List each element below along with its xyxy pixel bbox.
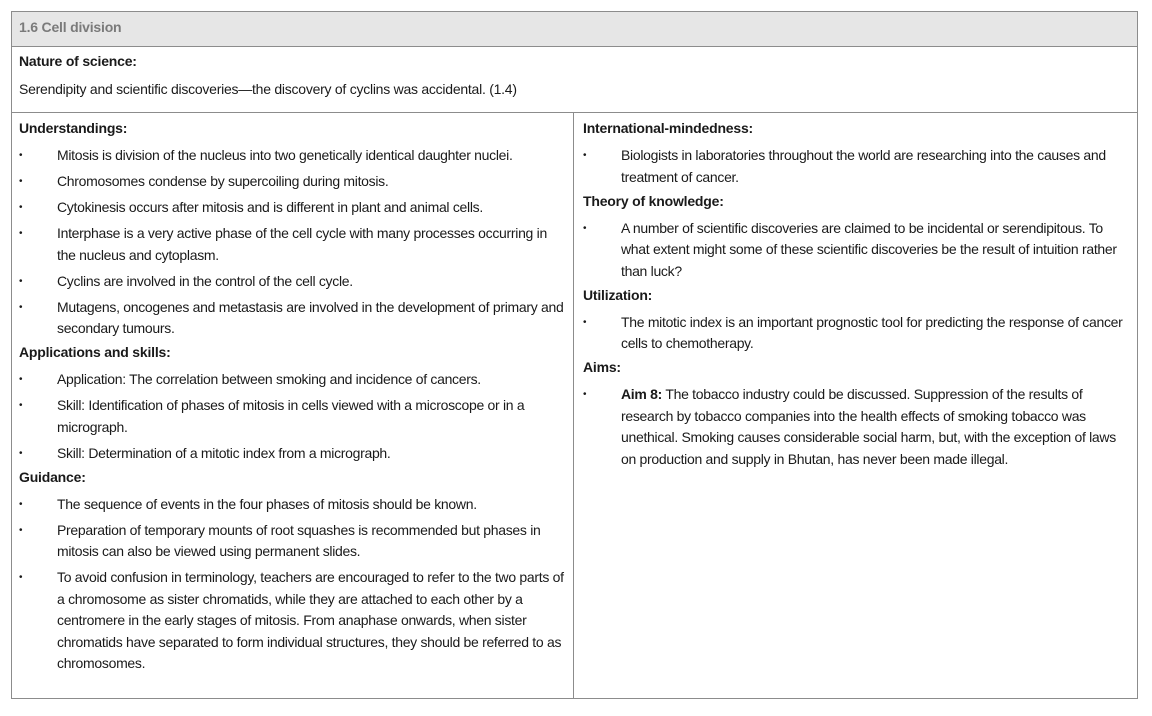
bullet-icon: • xyxy=(19,275,23,287)
list-item-text: The mitotic index is an important prognostic tool for predicting the response of cancer cells to chemotherapy. xyxy=(621,313,1123,351)
bullet-icon: • xyxy=(583,389,587,400)
right-column xyxy=(574,112,1137,698)
list-item xyxy=(19,395,566,438)
bullet-icon: • xyxy=(583,222,587,234)
list-item-text: Biologists in laboratories throughout the world are researching into the causes and treatment of cancer. xyxy=(621,147,1106,185)
understandings-list xyxy=(19,145,566,340)
list-item xyxy=(19,297,566,340)
applications-heading: Applications and skills: xyxy=(19,344,171,360)
list-item xyxy=(19,171,566,193)
bullet-icon: • xyxy=(19,524,23,536)
bullet-icon: • xyxy=(19,374,23,385)
list-item-text: Mitosis is division of the nucleus into two genetically identical daughter nuclei. xyxy=(57,147,513,163)
aim-text: The tobacco industry could be discussed. Suppression of the results of research by tobacco companies into the health effects of smoking tobacco was unethical. Smoking causes considerable social harm, but, with the exception of laws on production and supply in Bhutan, has never been made illegal. xyxy=(621,386,1116,467)
bullet-icon: • xyxy=(19,447,23,459)
list-item xyxy=(19,197,566,219)
list-item-text: Skill: Determination of a mitotic index from a micrograph. xyxy=(57,444,391,461)
list-item xyxy=(19,223,566,266)
list-item xyxy=(19,443,566,465)
list-item-text: A number of scientific discoveries are claimed to be incidental or serendipitous. To what extent might some of these scientific discoveries be the result of intuition rather than luck? xyxy=(621,219,1117,279)
bullet-icon: • xyxy=(19,176,23,187)
bullet-icon: • xyxy=(19,400,23,411)
guidance-list xyxy=(19,494,566,675)
bullet-icon: • xyxy=(19,228,23,239)
left-column xyxy=(12,112,574,698)
content-columns xyxy=(12,112,1137,698)
nature-of-science-row xyxy=(12,47,1137,113)
guidance-heading: Guidance: xyxy=(19,468,86,485)
bullet-icon: • xyxy=(583,316,587,328)
bullet-icon: • xyxy=(19,150,23,161)
nature-of-science-text: Serendipity and scientific discoveries—the discovery of cyclins was accidental. (1.4) xyxy=(19,81,517,97)
list-item xyxy=(19,494,566,516)
understandings-heading: Understandings: xyxy=(19,120,128,136)
list-item xyxy=(583,218,1130,283)
section-title: 1.6 Cell division xyxy=(12,12,1137,47)
list-item-text: To avoid confusion in terminology, teachers are encouraged to refer to the two parts of a chromosome as sister chromatids, while they are attached to each other by a centromere in the early stages of mitosis. From anaphase onwards, when sister chromatids have separated to form individual structures, they should be referred to as chromosomes. xyxy=(57,569,564,671)
theory-of-knowledge-heading: Theory of knowledge: xyxy=(583,192,724,209)
international-mindedness-heading: International-mindedness: xyxy=(583,120,754,136)
nature-of-science-heading: Nature of science: xyxy=(19,53,137,69)
list-item xyxy=(19,567,566,675)
bullet-icon: • xyxy=(19,301,23,313)
bullet-icon: • xyxy=(19,572,23,583)
syllabus-table xyxy=(11,11,1138,699)
list-item xyxy=(19,145,566,167)
bullet-icon: • xyxy=(19,202,23,213)
list-item-text: Cytokinesis occurs after mitosis and is different in plant and animal cells. xyxy=(57,199,483,215)
list-item xyxy=(583,145,1130,188)
utilization-list xyxy=(583,312,1130,355)
applications-list xyxy=(19,369,566,464)
utilization-heading: Utilization: xyxy=(583,286,653,303)
list-item-text: Application: The correlation between smoking and incidence of cancers. xyxy=(57,371,481,387)
list-item-text: Preparation of temporary mounts of root squashes is recommended but phases in mitosis can also be viewed using permanent slides. xyxy=(57,521,541,559)
aims-heading: Aims: xyxy=(583,359,621,375)
list-item-text: Interphase is a very active phase of the cell cycle with many processes occurring in the nucleus and cytoplasm. xyxy=(57,225,547,263)
list-item xyxy=(19,520,566,563)
bullet-icon: • xyxy=(583,150,587,161)
list-item-text: Skill: Identification of phases of mitosis in cells viewed with a microscope or in a micrograph. xyxy=(57,397,525,435)
aims-list xyxy=(583,384,1130,470)
international-mindedness-list xyxy=(583,145,1130,188)
list-item xyxy=(19,369,566,391)
bullet-icon: • xyxy=(19,498,23,510)
list-item-text: Chromosomes condense by supercoiling during mitosis. xyxy=(57,173,389,189)
list-item xyxy=(583,384,1130,470)
list-item xyxy=(583,312,1130,355)
list-item-text: Mutagens, oncogenes and metastasis are involved in the development of primary and secondary tumours. xyxy=(57,298,564,336)
aim-label: Aim 8: xyxy=(621,386,662,402)
theory-of-knowledge-list xyxy=(583,218,1130,283)
list-item-text: The sequence of events in the four phases of mitosis should be known. xyxy=(57,495,477,512)
list-item-text: Cyclins are involved in the control of the cell cycle. xyxy=(57,272,353,289)
list-item xyxy=(19,271,566,293)
